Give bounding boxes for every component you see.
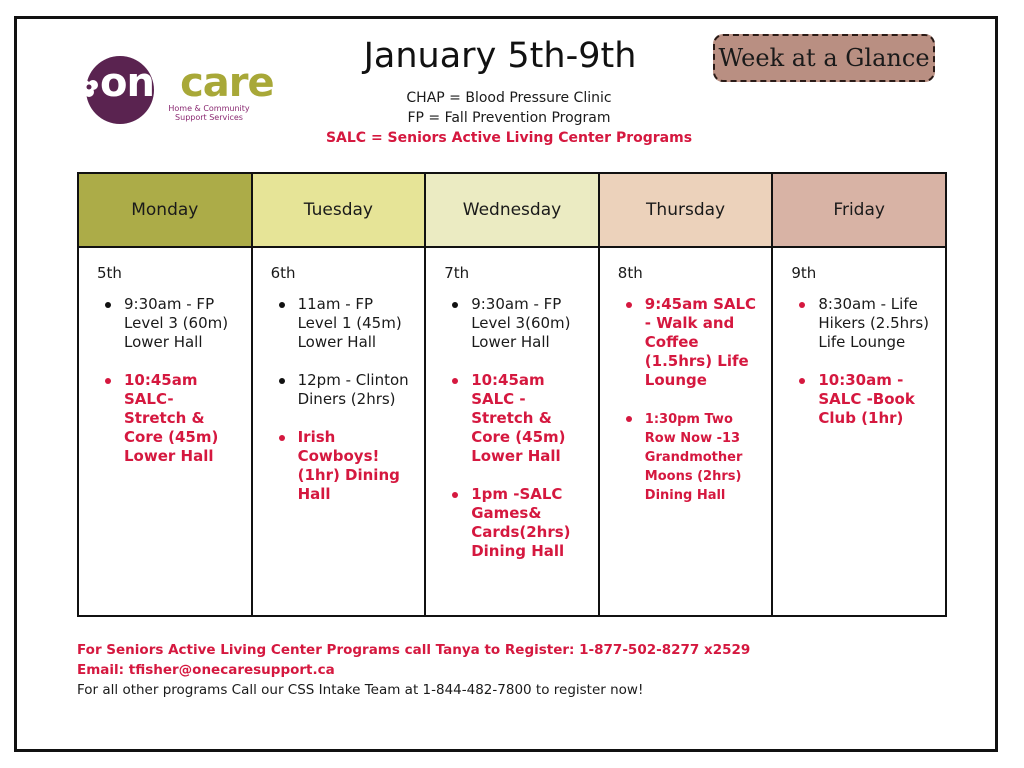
event-text: 10:30am - SALC -Book Club (1hr) [818, 371, 915, 427]
event-item [97, 371, 241, 466]
event-item [444, 485, 588, 561]
bullet-icon [799, 302, 805, 308]
logo-word-one: one [100, 60, 181, 106]
week-at-a-glance-badge: Week at a Glance [713, 34, 935, 82]
event-text: 9:30am - FP Level 3 (60m) Lower Hall [124, 295, 229, 351]
day-date: 8th [617, 264, 643, 282]
footer-salc-registration: For Seniors Active Living Center Programs call Tanya to Register: 1-877-502-8277 x2529 [77, 642, 751, 658]
contact-footer [77, 640, 957, 700]
bullet-icon [452, 492, 458, 498]
event-text: 10:45am SALC- Stretch & Core (45m) Lower Hall [124, 371, 219, 465]
legend-salc: SALC = Seniors Active Living Center Programs [325, 130, 693, 146]
weekly-schedule-table [77, 172, 947, 617]
event-item [271, 295, 415, 352]
event-list [444, 295, 588, 561]
program-legend [300, 88, 718, 148]
event-item [271, 428, 415, 504]
event-list [791, 295, 935, 428]
logo-subtitle-line2: Support Services [175, 113, 243, 122]
event-text: 9:45am SALC - Walk and Coffee (1.5hrs) Life Lounge [644, 295, 757, 389]
event-text: 1:30pm Two Row Now -13 Grandmother Moons (2hrs) Dining Hall [644, 412, 743, 503]
logo-wordmark [100, 58, 274, 108]
bullet-icon [452, 302, 458, 308]
bullet-icon [626, 302, 632, 308]
footer-email: Email: tfisher@onecaresupport.ca [77, 662, 335, 678]
event-text: Irish Cowboys! (1hr) Dining Hall [297, 428, 400, 503]
bullet-icon [279, 302, 285, 308]
day-header-monday: Monday [78, 173, 252, 247]
bullet-icon [626, 416, 632, 422]
event-item [618, 295, 762, 390]
legend-fp: FP = Fall Prevention Program [407, 110, 611, 126]
day-header-thursday: Thursday [599, 173, 773, 247]
day-cell-tuesday [252, 247, 426, 616]
event-item [271, 371, 415, 409]
bullet-icon [105, 302, 111, 308]
onecare-logo [78, 54, 274, 126]
day-date: 7th [444, 264, 470, 282]
day-header-tuesday: Tuesday [252, 173, 426, 247]
event-text: 8:30am - Life Hikers (2.5hrs) Life Lounge [818, 295, 929, 351]
events-row [78, 247, 946, 616]
day-date: 6th [270, 264, 296, 282]
logo-word-care: care [180, 60, 274, 106]
day-cell-thursday [599, 247, 773, 616]
event-text: 11am - FP Level 1 (45m) Lower Hall [297, 295, 402, 351]
bullet-icon [799, 378, 805, 384]
event-item [791, 371, 935, 428]
day-header-row [78, 173, 946, 247]
day-date: 5th [97, 264, 122, 282]
day-date: 9th [791, 264, 817, 282]
event-item [97, 295, 241, 352]
day-header-friday: Friday [772, 173, 946, 247]
day-cell-monday [78, 247, 252, 616]
flower-icon [78, 78, 100, 100]
event-item [791, 295, 935, 352]
day-cell-friday [772, 247, 946, 616]
event-list [271, 295, 415, 504]
day-header-wednesday: Wednesday [425, 173, 599, 247]
legend-chap: CHAP = Blood Pressure Clinic [406, 90, 612, 106]
event-item [618, 409, 762, 504]
event-item [444, 371, 588, 466]
logo-subtitle-line1: Home & Community [168, 104, 250, 113]
event-item [444, 295, 588, 352]
event-list [97, 295, 241, 466]
event-text: 9:30am - FP Level 3(60m) Lower Hall [471, 295, 571, 351]
bullet-icon [279, 435, 285, 441]
event-list [618, 295, 762, 504]
day-cell-wednesday [425, 247, 599, 616]
event-text: 12pm - Clinton Diners (2hrs) [297, 371, 409, 408]
event-text: 1pm -SALC Games& Cards(2hrs) Dining Hall [471, 485, 571, 560]
bullet-icon [279, 378, 285, 384]
logo-subtitle [164, 104, 254, 122]
bullet-icon [452, 378, 458, 384]
footer-other-programs: For all other programs Call our CSS Intake Team at 1-844-482-7800 to register now! [77, 682, 644, 698]
bullet-icon [105, 378, 111, 384]
event-text: 10:45am SALC - Stretch & Core (45m) Lower Hall [471, 371, 566, 465]
page-title: January 5th-9th [363, 36, 637, 76]
